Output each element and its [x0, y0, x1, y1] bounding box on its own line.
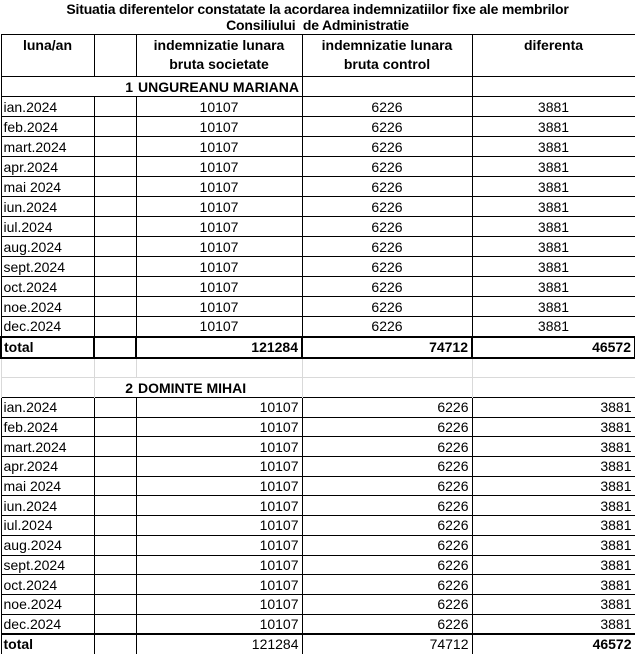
control-cell: 6226	[302, 457, 472, 477]
spacer-cell	[94, 117, 136, 137]
data-row	[1, 457, 635, 477]
diferenta-cell: 3881	[472, 496, 635, 516]
section-empty-cell	[302, 378, 472, 398]
data-row	[1, 317, 635, 337]
spacer-cell	[94, 575, 136, 595]
header-cell-diferenta: diferenta	[472, 35, 635, 77]
report-table-body	[1, 77, 635, 654]
total-societate: 121284	[136, 337, 302, 358]
data-row	[1, 297, 635, 317]
title-line-1: Situatia diferentelor constatate la acordarea indemnizatiilor fixe ale membrilor	[66, 1, 569, 17]
month-cell: iun.2024	[1, 496, 94, 516]
data-row	[1, 97, 635, 117]
month-cell: apr.2024	[1, 157, 94, 177]
societate-cell: 10107	[136, 417, 302, 437]
section-name: UNGUREANU MARIANA	[136, 77, 302, 97]
month-cell: dec.2024	[1, 317, 94, 337]
data-row	[1, 555, 635, 575]
data-row	[1, 594, 635, 614]
total-label: total	[1, 634, 94, 654]
control-cell: 6226	[302, 297, 472, 317]
section-empty-cell	[472, 378, 635, 398]
section-empty-cell	[1, 77, 94, 97]
month-cell: mart.2024	[1, 437, 94, 457]
total-label: total	[1, 337, 94, 358]
data-row	[1, 398, 635, 418]
control-cell: 6226	[302, 476, 472, 496]
societate-cell: 10107	[136, 317, 302, 337]
header-control-line1: indemnizatie lunara	[321, 37, 453, 53]
control-cell: 6226	[302, 277, 472, 297]
data-row	[1, 117, 635, 137]
month-cell: oct.2024	[1, 277, 94, 297]
societate-cell: 10107	[136, 97, 302, 117]
month-cell: iun.2024	[1, 197, 94, 217]
spacer-cell	[94, 634, 136, 654]
control-cell: 6226	[302, 217, 472, 237]
control-cell: 6226	[302, 197, 472, 217]
societate-cell: 10107	[136, 476, 302, 496]
section-empty-cell	[472, 77, 635, 97]
societate-cell: 10107	[136, 217, 302, 237]
control-cell: 6226	[302, 575, 472, 595]
header-cell-control	[302, 35, 472, 77]
societate-cell: 10107	[136, 575, 302, 595]
diferenta-cell: 3881	[472, 555, 635, 575]
data-row	[1, 217, 635, 237]
societate-cell: 10107	[136, 257, 302, 277]
month-cell: feb.2024	[1, 117, 94, 137]
societate-cell: 10107	[136, 197, 302, 217]
control-cell: 6226	[302, 535, 472, 555]
control-cell: 6226	[302, 417, 472, 437]
diferenta-cell: 3881	[472, 177, 635, 197]
month-cell: aug.2024	[1, 535, 94, 555]
report-table	[0, 34, 635, 654]
month-cell: feb.2024	[1, 417, 94, 437]
header-societate-line1: indemnizatie lunara	[153, 37, 285, 53]
diferenta-cell: 3881	[472, 237, 635, 257]
total-row	[1, 634, 635, 654]
control-cell: 6226	[302, 97, 472, 117]
spacer-cell	[94, 277, 136, 297]
section-header-row	[1, 378, 635, 398]
diferenta-cell: 3881	[472, 197, 635, 217]
separator-cell	[472, 358, 635, 378]
spacer-cell	[94, 237, 136, 257]
spacer-cell	[94, 257, 136, 277]
section-empty-cell	[1, 378, 94, 398]
societate-cell: 10107	[136, 614, 302, 634]
month-cell: iul.2024	[1, 217, 94, 237]
control-cell: 6226	[302, 516, 472, 536]
societate-cell: 10107	[136, 398, 302, 418]
month-cell: ian.2024	[1, 398, 94, 418]
data-row	[1, 197, 635, 217]
data-row	[1, 437, 635, 457]
control-cell: 6226	[302, 398, 472, 418]
data-row	[1, 237, 635, 257]
control-cell: 6226	[302, 257, 472, 277]
data-row	[1, 476, 635, 496]
diferenta-cell: 3881	[472, 575, 635, 595]
control-cell: 6226	[302, 237, 472, 257]
spacer-cell	[94, 496, 136, 516]
total-control: 74712	[302, 634, 472, 654]
data-row	[1, 575, 635, 595]
data-row	[1, 516, 635, 536]
data-row	[1, 157, 635, 177]
header-row	[1, 35, 635, 77]
control-cell: 6226	[302, 137, 472, 157]
societate-cell: 10107	[136, 516, 302, 536]
month-cell: noe.2024	[1, 297, 94, 317]
diferenta-cell: 3881	[472, 217, 635, 237]
spacer-cell	[94, 457, 136, 477]
societate-cell: 10107	[136, 437, 302, 457]
month-cell: sept.2024	[1, 257, 94, 277]
spacer-cell	[94, 297, 136, 317]
spacer-cell	[94, 614, 136, 634]
header-cell-month: luna/an	[1, 35, 94, 77]
separator-cell	[302, 358, 472, 378]
diferenta-cell: 3881	[472, 476, 635, 496]
spacer-cell	[94, 177, 136, 197]
data-row	[1, 137, 635, 157]
section-number: 2	[125, 379, 133, 396]
month-cell: noe.2024	[1, 594, 94, 614]
header-cell-societate	[136, 35, 302, 77]
total-row	[1, 337, 635, 358]
spacer-cell	[94, 317, 136, 337]
spacer-cell	[94, 217, 136, 237]
societate-cell: 10107	[136, 496, 302, 516]
societate-cell: 10107	[136, 117, 302, 137]
control-cell: 6226	[302, 317, 472, 337]
total-diferenta: 46572	[472, 634, 635, 654]
diferenta-cell: 3881	[472, 317, 635, 337]
societate-cell: 10107	[136, 535, 302, 555]
spacer-cell	[94, 337, 136, 358]
data-row	[1, 257, 635, 277]
control-cell: 6226	[302, 177, 472, 197]
control-cell: 6226	[302, 594, 472, 614]
diferenta-cell: 3881	[472, 398, 635, 418]
header-cell-empty	[94, 35, 136, 77]
societate-cell: 10107	[136, 157, 302, 177]
diferenta-cell: 3881	[472, 97, 635, 117]
report-title	[0, 0, 635, 34]
month-cell: iul.2024	[1, 516, 94, 536]
societate-cell: 10107	[136, 297, 302, 317]
societate-cell: 10107	[136, 457, 302, 477]
total-societate: 121284	[136, 634, 302, 654]
data-row	[1, 277, 635, 297]
month-cell: apr.2024	[1, 457, 94, 477]
separator-cell	[94, 358, 136, 378]
section-number: 1	[94, 77, 136, 97]
spacer-cell	[94, 516, 136, 536]
control-cell: 6226	[302, 117, 472, 137]
month-cell: ian.2024	[1, 97, 94, 117]
societate-cell: 10107	[136, 237, 302, 257]
control-cell: 6226	[302, 496, 472, 516]
diferenta-cell: 3881	[472, 614, 635, 634]
total-diferenta: 46572	[472, 337, 635, 358]
month-cell: sept.2024	[1, 555, 94, 575]
societate-cell: 10107	[136, 137, 302, 157]
diferenta-cell: 3881	[472, 137, 635, 157]
diferenta-cell: 3881	[472, 594, 635, 614]
control-cell: 6226	[302, 157, 472, 177]
control-cell: 6226	[302, 614, 472, 634]
spacer-cell	[94, 535, 136, 555]
month-cell: mart.2024	[1, 137, 94, 157]
spacer-cell	[94, 594, 136, 614]
section-empty-cell	[302, 77, 472, 97]
societate-cell: 10107	[136, 594, 302, 614]
spacer-cell	[94, 555, 136, 575]
diferenta-cell: 3881	[472, 417, 635, 437]
data-row	[1, 614, 635, 634]
month-cell: mai 2024	[1, 476, 94, 496]
spacer-cell	[94, 97, 136, 117]
diferenta-cell: 3881	[472, 117, 635, 137]
month-cell: mai 2024	[1, 177, 94, 197]
diferenta-cell: 3881	[472, 277, 635, 297]
month-cell: oct.2024	[1, 575, 94, 595]
spacer-cell	[94, 476, 136, 496]
spacer-cell	[94, 398, 136, 418]
data-row	[1, 177, 635, 197]
diferenta-cell: 3881	[472, 516, 635, 536]
spacer-cell	[94, 157, 136, 177]
separator-cell	[1, 358, 94, 378]
diferenta-cell: 3881	[472, 437, 635, 457]
diferenta-cell: 3881	[472, 297, 635, 317]
spacer-cell	[94, 417, 136, 437]
diferenta-cell: 3881	[472, 535, 635, 555]
data-row	[1, 417, 635, 437]
separator-row	[1, 358, 635, 378]
diferenta-cell: 3881	[472, 457, 635, 477]
header-societate-line2: bruta societate	[169, 56, 269, 72]
separator-cell	[136, 358, 302, 378]
spacer-cell	[94, 197, 136, 217]
spacer-cell	[94, 437, 136, 457]
month-cell: dec.2024	[1, 614, 94, 634]
diferenta-cell: 3881	[472, 257, 635, 277]
spacer-cell	[94, 137, 136, 157]
control-cell: 6226	[302, 437, 472, 457]
societate-cell: 10107	[136, 555, 302, 575]
header-control-line2: bruta control	[343, 56, 431, 72]
data-row	[1, 496, 635, 516]
total-control: 74712	[302, 337, 472, 358]
data-row	[1, 535, 635, 555]
diferenta-cell: 3881	[472, 157, 635, 177]
section-name: DOMINTE MIHAI	[136, 378, 302, 398]
title-line-2: Consiliului de Administratie	[226, 17, 409, 33]
societate-cell: 10107	[136, 177, 302, 197]
societate-cell: 10107	[136, 277, 302, 297]
section-header-row	[1, 77, 635, 97]
month-cell: aug.2024	[1, 237, 94, 257]
control-cell: 6226	[302, 555, 472, 575]
